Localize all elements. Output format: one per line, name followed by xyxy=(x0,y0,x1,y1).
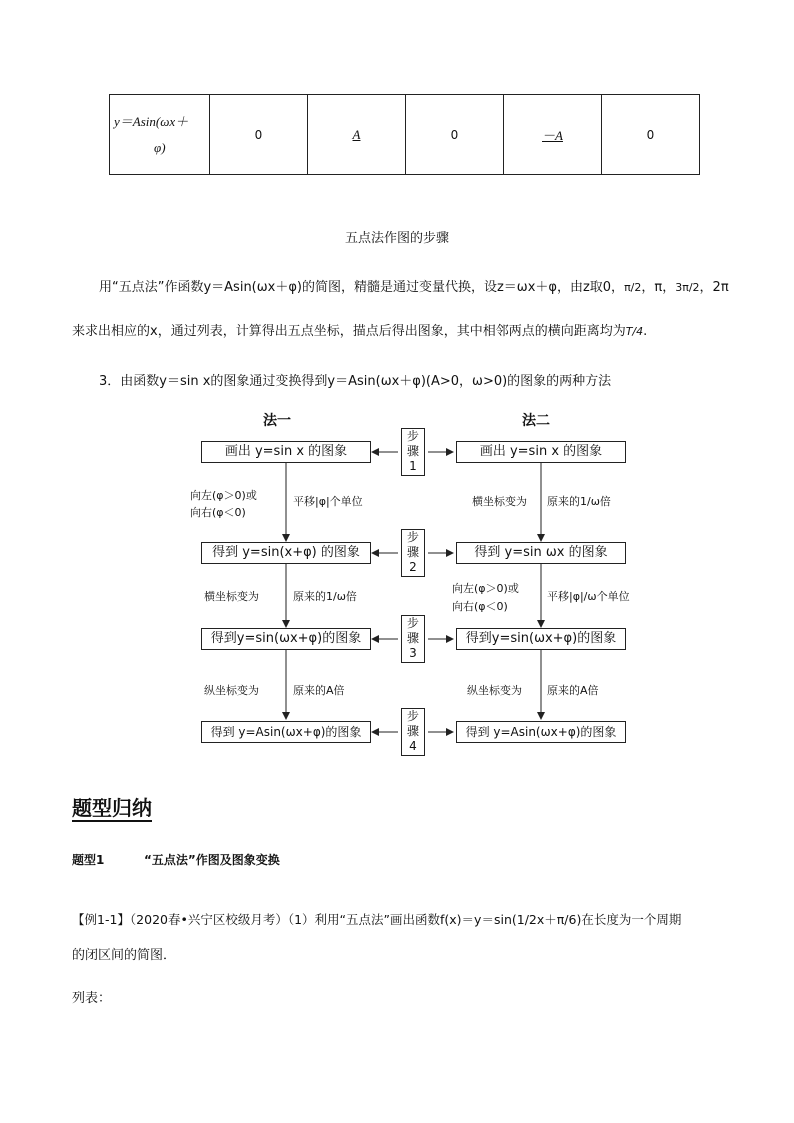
right-box-2: 得到 y=sin ωx 的图象 xyxy=(456,542,626,564)
point-3: 3．由函数y＝sin x的图象通过变换得到y＝Asin(ωx＋φ)(A>0，ω>0)的图象的两种方法 xyxy=(99,374,612,389)
cell-2: A xyxy=(308,95,406,175)
example-1-1-line2: 的闭区间的简图． xyxy=(72,948,177,963)
right-label-shift-b: 向右(φ＜0) xyxy=(452,600,508,613)
cell-4: －A xyxy=(504,95,602,175)
right-label-scale-y-a: 纵坐标变为 xyxy=(467,684,522,697)
heading-question-types: 题型归纳 xyxy=(72,796,152,820)
left-label-scale-x-a: 横坐标变为 xyxy=(204,590,259,603)
step-box-1: 步 骤 1 xyxy=(401,428,425,476)
section-title: 五点法作图的步骤 xyxy=(344,231,449,246)
left-box-2: 得到 y=sin(x+φ) 的图象 xyxy=(201,542,371,564)
step-box-3: 步 骤 3 xyxy=(401,615,425,663)
method-1-heading: 法一 xyxy=(263,413,291,429)
right-label-scale-x-b: 原来的1/ω倍 xyxy=(547,495,611,508)
fraction-t-4: T/4 xyxy=(625,325,644,338)
left-label-scale-y-a: 纵坐标变为 xyxy=(204,684,259,697)
right-label-shift-a: 向左(φ＞0)或 xyxy=(452,582,519,595)
example-1-1-line1: 【例1-1】（2020春•兴宁区校级月考）（1）利用“五点法”画出函数f(x)＝y＝sin(1/2x＋π/6)在长度为一个周期 xyxy=(72,912,682,927)
fraction-3pi-2: 3π/2 xyxy=(675,281,700,294)
paragraph-1-line2: 来求出相应的x，通过列表，计算得出五点坐标，描点后得出图象，其中相邻两点的横向距离均为T/4. xyxy=(72,324,648,339)
right-label-shift-c: 平移|φ|/ω个单位 xyxy=(547,590,630,603)
right-box-4: 得到 y=Asin(ωx+φ)的图象 xyxy=(456,721,626,743)
left-label-shift-a: 向左(φ＞0)或 xyxy=(190,489,257,502)
left-box-4: 得到 y=Asin(ωx+φ)的图象 xyxy=(201,721,371,743)
method-2-heading: 法二 xyxy=(522,413,550,429)
left-box-3: 得到y=sin(ωx+φ)的图象 xyxy=(201,628,371,650)
cell-5: 0 xyxy=(602,95,700,175)
left-box-1: 画出 y=sin x 的图象 xyxy=(201,441,371,463)
fraction-pi-2: π/2 xyxy=(624,281,642,294)
left-label-shift-c: 平移|φ|个单位 xyxy=(293,495,363,508)
right-label-scale-y-b: 原来的A倍 xyxy=(547,684,599,697)
paragraph-1: 用“五点法”作函数y＝Asin(ωx＋φ)的简图，精髓是通过变量代换，设z＝ωx＋φ，由z取0，π/2，π，3π/2，2π xyxy=(99,280,729,295)
step-box-4: 步 骤 4 xyxy=(401,708,425,756)
type-1-label: 题型1 xyxy=(72,853,105,867)
left-label-scale-y-b: 原来的A倍 xyxy=(293,684,345,697)
list-label: 列表： xyxy=(72,991,112,1006)
cell-1: 0 xyxy=(210,95,308,175)
cell-3: 0 xyxy=(406,95,504,175)
type-1-title: “五点法”作图及图象变换 xyxy=(144,853,280,867)
step-box-2: 步 骤 2 xyxy=(401,529,425,577)
row-label: y＝Asin(ωx＋ φ) xyxy=(110,95,210,175)
left-label-shift-b: 向右(φ＜0) xyxy=(190,506,246,519)
right-box-3: 得到y=sin(ωx+φ)的图象 xyxy=(456,628,626,650)
right-label-scale-x-a: 横坐标变为 xyxy=(472,495,527,508)
right-box-1: 画出 y=sin x 的图象 xyxy=(456,441,626,463)
left-label-scale-x-b: 原来的1/ω倍 xyxy=(293,590,357,603)
